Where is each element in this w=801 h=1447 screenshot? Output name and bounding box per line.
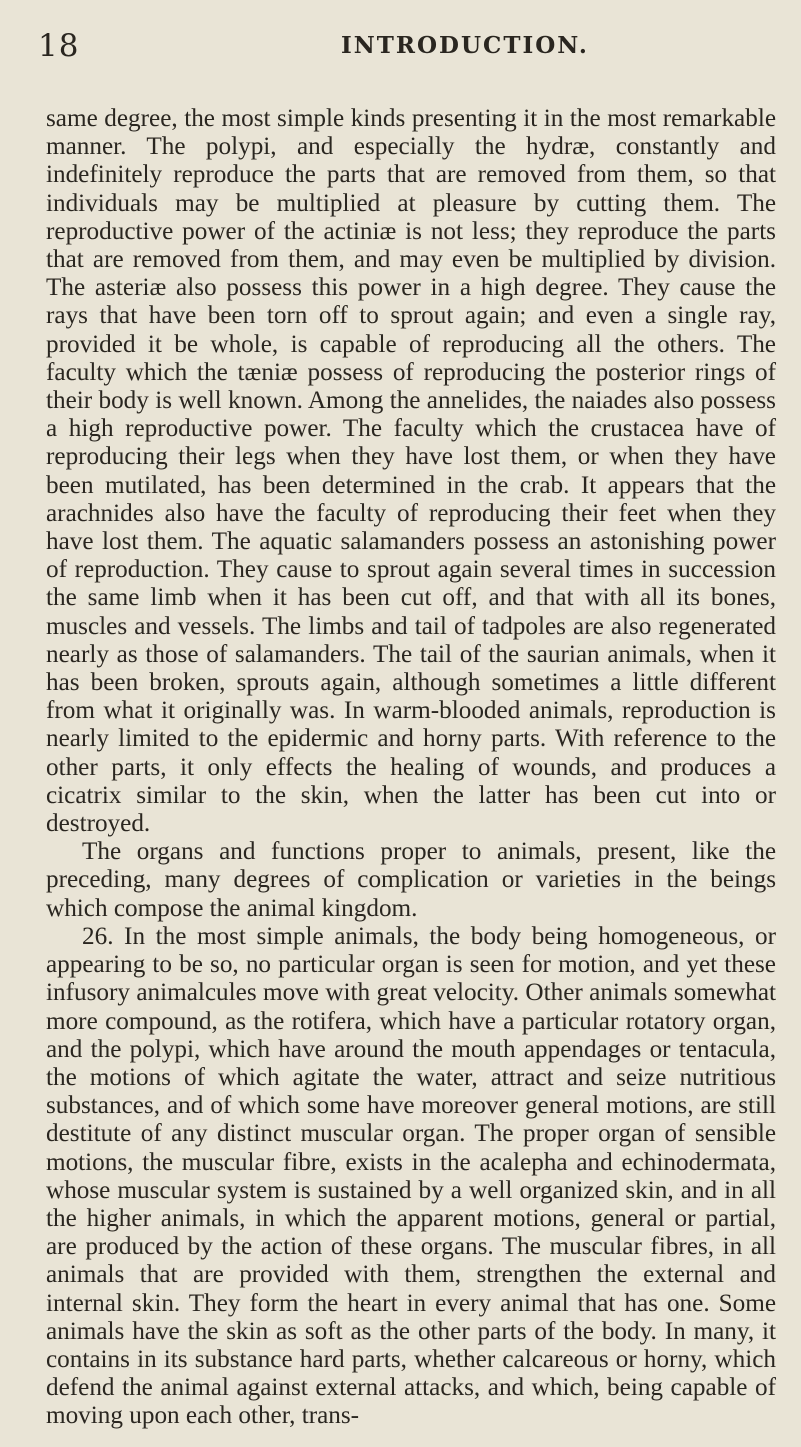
paragraph-organs-functions: The organs and functions proper to animals, present, like the preceding, many degrees of complication or varieties in the beings which compose the animal kingdom. xyxy=(46,838,776,922)
page-header xyxy=(38,28,763,68)
running-head: INTRODUCTION. xyxy=(341,32,589,59)
paragraph-section-26: 26. In the most simple animals, the body being homogeneous, or appearing to be so, no particular organ is seen for motion, and yet these infusory animalcules move with great velocity. Other animals somewhat more compound, as the rotifera, which have a particular rotatory organ, and the polypi, which have around the mouth appendages or tentacula, the motions of which agitate the water, attract and seize nutritious substances, and of which some have moreover general motions, are still destitute of any distinct muscular organ. The proper organ of sensible motions, the muscular fibre, exists in the acalepha and echinodermata, whose muscular system is sustained by a well organized skin, and in all the higher animals, in which the apparent motions, general or partial, are produced by the action of these organs. The muscular fibres, in all animals that are provided with them, strengthen the external and internal skin. They form the heart in every animal that has one. Some animals have the skin as soft as the other parts of the body. In many, it contains in its substance hard parts, whether calcareous or horny, which defend the animal against external attacks, and which, being capable of moving upon each other, trans- xyxy=(46,922,776,1430)
paragraph-reproduction: same degree, the most simple kinds presenting it in the most remarkable manner. The polypi, and especially the hydræ, constantly and indefinitely reproduce the parts that are removed from them, so that individuals may be multiplied at pleasure by cutting them. The reproductive power of the actiniæ is not less; they reproduce the parts that are removed from them, and may even be multiplied by division. The asteriæ also possess this power in a high degree. They cause the rays that have been torn off to sprout again; and even a single ray, provided it be whole, is capable of reproducing all the others. The faculty which the tæniæ possess of reproducing the posterior rings of their body is well known. Among the annelides, the naiades also possess a high reproductive power. The faculty which the crustacea have of reproducing their legs when they have lost them, or when they have been mutilated, has been determined in the crab. It appears that the arachnides also have the faculty of reproducing their feet when they have lost them. The aquatic salamanders possess an astonishing power of reproduction. They cause to sprout again several times in succession the same limb when it has been cut off, and that with all its bones, muscles and vessels. The limbs and tail of tadpoles are also regenerated nearly as those of salamanders. The tail of the saurian animals, when it has been broken, sprouts again, although sometimes a little different from what it originally was. In warm-blooded animals, reproduction is nearly limited to the epidermic and horny parts. With reference to the other parts, it only effects the healing of wounds, and produces a cicatrix similar to the skin, when the latter has been cut into or destroyed. xyxy=(46,105,776,838)
body-text xyxy=(46,105,776,1431)
page-number: 18 xyxy=(38,28,80,64)
